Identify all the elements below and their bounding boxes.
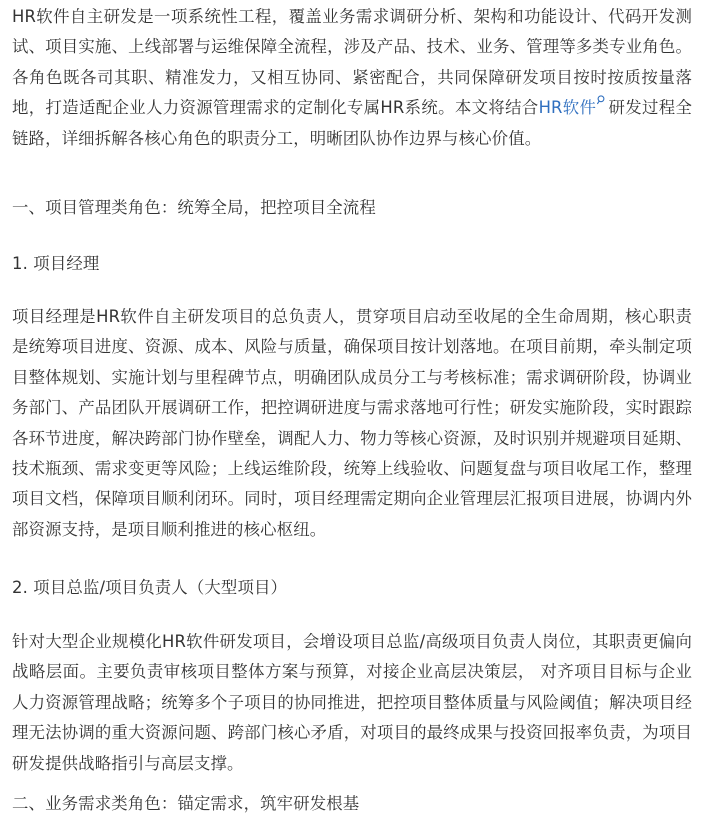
intro-text-before-link: HR软件自主研发是一项系统性工程，覆盖业务需求调研分析、架构和功能设计、代码开发测试、项目实施、上线部署与运维保障全流程，涉及产品、技术、业务、管理等多类专业角色。各角色既各司其职、精准发力，又相互协同、紧密配合，共同保障研发项目按时按质按量落地，打造适配企业人力资源管理需求的定制化专属HR系统。本文将结合 [12,7,692,118]
subsection-heading-project-director: 2. 项目总监/项目负责人（大型项目） [12,578,288,597]
project-director-paragraph: 针对大型企业规模化HR软件研发项目，会增设项目总监/高级项目负责人岗位，其职责更偏向战略层面。主要负责审核项目整体方案与预算，对接企业高层决策层， 对齐项目目标与企业人力资源管理战略；统筹多个子项目的协同推进，把控项目整体质量与风险阈值；解决项目经理无法协调的重大资源问题、跨部门核心矛盾，对项目的最终成果与投资回报率负责，为项目研发提供战略指引与高层支撑。 [12,632,692,773]
intro-text-after-link: 研发过程全链路，详细拆解各核心角色的职责分工，明晰团队协作边界与核心价值。 [12,98,693,148]
intro-paragraph [12,2,692,154]
section-heading-business-requirements: 二、业务需求类角色：锚定需求，筑牢研发根基 [12,794,360,813]
section-heading-project-management: 一、项目管理类角色：统筹全局，把控项目全流程 [12,198,376,217]
keyword-link-hr-software[interactable] [539,98,609,117]
project-manager-paragraph: 项目经理是HR软件自主研发项目的总负责人，贯穿项目启动至收尾的全生命周期，核心职责是统筹项目进度、资源、成本、风险与质量，确保项目按计划落地。在项目前期，牵头制定项目整体规划、实施计划与里程碑节点，明确团队成员分工与考核标准；需求调研阶段，协调业务部门、产品团队开展调研工作，把控调研进度与需求落地可行性；研发实施阶段，实时跟踪各环节进度，解决跨部门协作壁垒，调配人力、物力等核心资源，及时识别并规避项目延期、技术瓶颈、需求变更等风险；上线运维阶段，统筹上线验收、问题复盘与项目收尾工作，整理项目文档，保障项目顺利闭环。同时，项目经理需定期向企业管理层汇报项目进展，协调内外部资源支持，是项目顺利推进的核心枢纽。 [12,307,692,539]
keyword-link-text[interactable]: HR软件 [538,98,597,118]
subsection-heading-project-manager: 1. 项目经理 [12,254,100,273]
search-icon[interactable] [597,93,607,105]
